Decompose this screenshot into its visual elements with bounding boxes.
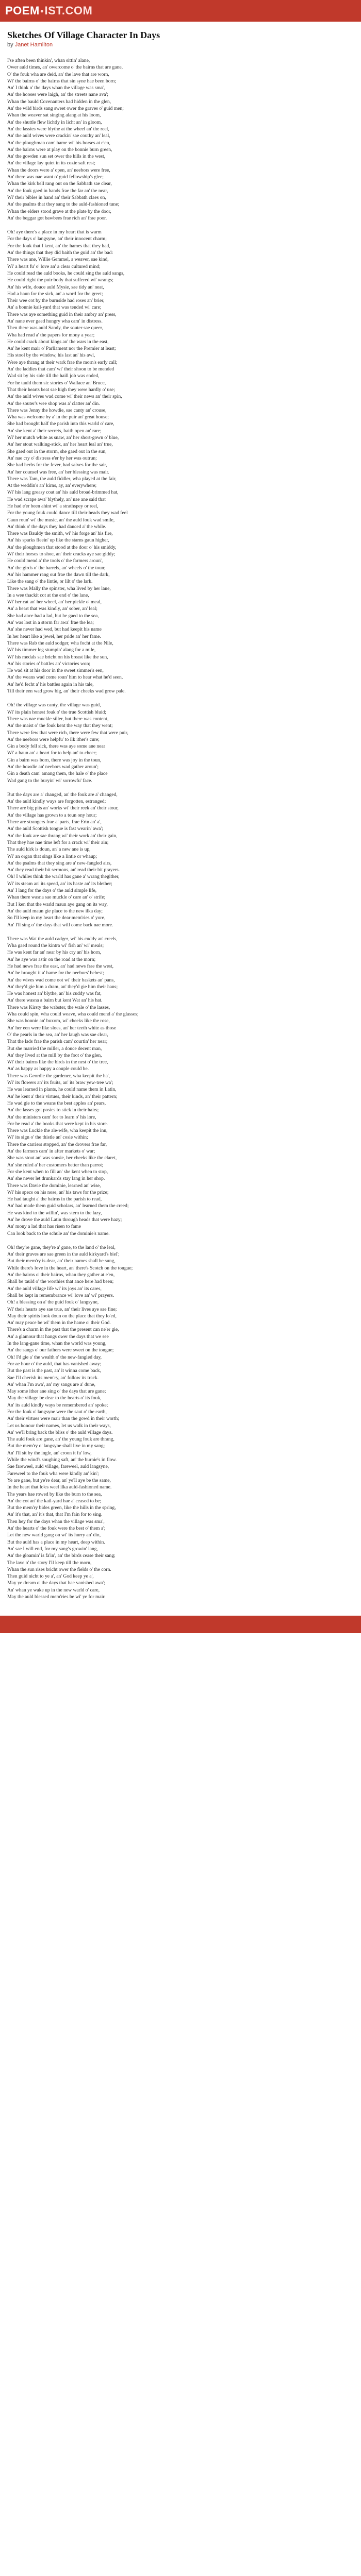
- poem-line: Wi' their bibles in hand an' their Sabbath claes on,: [7, 194, 106, 200]
- poem-line: An' the psalms that they sing are a' new-fangled airs,: [7, 860, 112, 866]
- poem-line: An' it's that, an' it's that, that I'm fain for to sing.: [7, 1512, 103, 1518]
- poem-line: An' the auld wives wad come wi' their news an' their spin,: [7, 394, 122, 400]
- poem-line: Wi' their horses to shoe, an' their cracks aye sae giddy;: [7, 551, 116, 557]
- poem-line: There was Rab the auld sodger, wha focht at the Nile,: [7, 640, 113, 646]
- poem-line: An' there wasna a bairn but kent Wat an' his hat.: [7, 997, 103, 1004]
- poem-line: Wi' a haun an' a heart for to help an' to cheer;: [7, 750, 97, 756]
- poem-line: An' he brought it a' hame for the neebors' behest;: [7, 970, 104, 976]
- logo-dot-icon: ●: [40, 7, 44, 14]
- poem-line: An' the ploughman cam' hame wi' his horses at e'en,: [7, 140, 110, 146]
- poem-line: There was Mally the spinster, wha lived by her lane,: [7, 585, 111, 591]
- poem-line: Wi' its flowers an' its fruits, an' its braw yew-tree wa';: [7, 1080, 113, 1086]
- poem-line: An' his sparks fleein' up like the starns gaun higher,: [7, 537, 109, 544]
- poem-line: Gin a death cam' amang them, the hale o' the place: [7, 771, 108, 777]
- poem-line: Then there was auld Sandy, the souter sae queer,: [7, 325, 104, 331]
- poem-line: Oh! aye there's a place in my heart that is warm: [7, 229, 102, 235]
- poem-line: An' the neebors were helpfu' to ilk ither's cure;: [7, 736, 100, 742]
- poem-stanza: [7, 702, 354, 784]
- poem-line: She had brought half the parish into this warld o' care,: [7, 421, 114, 427]
- site-logo[interactable]: [5, 4, 92, 18]
- poem-line: Wi' its sign o' the thistle an' cosie within;: [7, 1134, 88, 1141]
- poem-line: Gaun roun' wi' the music, an' the auld fouk wad smile,: [7, 517, 115, 523]
- poem-line: An' the shuttle flew lichtly in licht an' in gloom,: [7, 119, 102, 125]
- poem-line: He was kent far an' near by his cry an' his horn,: [7, 950, 101, 956]
- poem-line: Wi' a heart fu' o' love an' a clear cultured mind;: [7, 263, 101, 269]
- poem-line: An' the cot an' the kail-yard hae a' ceased to be;: [7, 1498, 102, 1504]
- poem-line: An' the hooses were laigh, an' the streets nane ava';: [7, 92, 108, 98]
- poem-line: Oh! a blessing on a' the guid fouk o' langsyne,: [7, 1299, 99, 1306]
- poem-line: Shall be tauld o' the worthies that ance here had been;: [7, 1279, 114, 1285]
- poem-body: [7, 57, 354, 1600]
- poem-line: An' the maist o' the fouk kent the way that they went;: [7, 723, 113, 729]
- poem-line: An' the things that they did baith the guid an' the bad:: [7, 250, 113, 256]
- poem-line: I'se aften been thinkin', whan sittin' alane,: [7, 58, 90, 63]
- poem-line: But their mem'ry is dear, an' their names shall be sung,: [7, 1258, 116, 1264]
- poem-line: Whan the bauld Covenanters had hidden in the glen,: [7, 98, 111, 105]
- poem-line: Whan the doors were a' open, an' neebors were free,: [7, 167, 110, 173]
- poem-line: While the wind's soughing saft, an' the burnie's in flow.: [7, 1457, 117, 1463]
- poem-line: There are strangers frae a' parts, frae Erin an' a',: [7, 819, 102, 825]
- poem-line: Whan the weaver sat singing alang at his loom,: [7, 112, 101, 118]
- poem-line: An' his hammer rang out frae the dawn till the dark,: [7, 571, 110, 578]
- poem-line: An' was lost in a storm far awa' frae the lea;: [7, 620, 94, 626]
- poem-line: An' the beggar got bawbees frae rich an' frae poor.: [7, 215, 107, 221]
- poem-line: For the young fouk could dance till their heads they wad feel: [7, 510, 128, 516]
- poem-line: There was nae muckle siller, but there was content,: [7, 716, 109, 722]
- poem-line: An' a glamour that hangs ower the days that we see: [7, 1333, 109, 1340]
- poem-line: An' his stories o' battles an' victories won;: [7, 660, 91, 667]
- poem-title: Sketches Of Village Character In Days: [7, 30, 160, 40]
- poem-line: Fareweel to the fouk wha were kindly an' kin';: [7, 1470, 99, 1477]
- poem-line: Whan the sun rises bricht ower the fields o' the corn.: [7, 1566, 111, 1572]
- poem-line: There's a charm in the past that the present can ne'er gie,: [7, 1327, 119, 1333]
- poem-line: His stool by the window, his last an' his awl,: [7, 352, 95, 359]
- poem-line: Their wee cot by the burnside had roses an' brier,: [7, 298, 105, 304]
- poem-line: An' its auld kindly ways be remembered an' spoke;: [7, 1402, 108, 1408]
- logo-text-rest: IST.COM: [44, 4, 93, 17]
- poem-line: Can look back to the schule an' the dominie's name.: [7, 1230, 110, 1236]
- poem-line: Wi' an organ that sings like a lintie or whaup;: [7, 853, 97, 859]
- poem-line: An' the auld wives were crackin' sae couthy an' leal,: [7, 133, 110, 139]
- poem-line: An' the ministers cam' for to learn o' his lore,: [7, 1114, 96, 1120]
- poem-line: An' think o' the days they had danced a' the while.: [7, 523, 106, 530]
- poem-stanza: [7, 229, 354, 694]
- author-link[interactable]: Janet Hamilton: [14, 42, 53, 48]
- poem-line: An' the fouk are sae thrang wi' their work an' their gain,: [7, 833, 118, 839]
- site-header: [0, 0, 361, 22]
- poem-line: O' the pearls in the sea, an' her laugh was sae clear,: [7, 1031, 108, 1038]
- poem-line: An' a bonnie kail-yard that was tended wi' care;: [7, 304, 102, 311]
- poem-stanza: [7, 936, 354, 1237]
- poem-line: An' sae I will end, for my sang's growin' lang,: [7, 1546, 98, 1552]
- poem-line: Wha gaed round the kintra wi' fish an' wi' meals;: [7, 943, 104, 949]
- poem-line: Wha had read a' the papers for mony a year;: [7, 332, 95, 338]
- poem-line: An' they'd gie him a dram, an' they'd gie him their hans;: [7, 984, 118, 990]
- poem-line: An' the lassies were blythe at the wheel an' the reel,: [7, 126, 109, 132]
- poem-line: An' he'd fecht a' his battles again in his tale,: [7, 681, 94, 687]
- poem-line: An' the bairns o' their bairns, whan they gather at e'en,: [7, 1272, 115, 1278]
- poem-line: That their hearts beat sae high they were hardly o' use;: [7, 386, 115, 393]
- poem-line: He wad sit at his door in the sweet simmer's een,: [7, 668, 104, 674]
- poem-line: There was Geordie the gardener, wha keepit the ha',: [7, 1073, 110, 1079]
- poem-line: He could crack about kings an' the wars in the east,: [7, 338, 109, 345]
- poem-line: At the weddin's an' kirns, ay, an' everywhere;: [7, 483, 97, 489]
- poem-line: Wi' their bairns like the birds in the nest o' the tree,: [7, 1059, 108, 1065]
- poem-line: Wi' his timmer leg stumpin' alang for a mile,: [7, 647, 96, 653]
- poem-line: An' had made them guid scholars, an' learned them the creed;: [7, 1203, 129, 1209]
- poem-line: An' the farmers cam' in after markets o' war;: [7, 1148, 95, 1155]
- poem-line: Oh! they're gane, they're a' gane, to the land o' the leal,: [7, 1244, 116, 1250]
- poem-line: An' may peace be wi' them in the hame o' their God.: [7, 1320, 111, 1326]
- poem-line: There was Davie the dominie, learned an' wise,: [7, 1182, 101, 1189]
- poem-line: An' the howdie an' neebors wad gather aroun';: [7, 764, 99, 770]
- poem-line: The years hae rowed by like the burn to the sea,: [7, 1491, 102, 1497]
- poem-line: While there's love in the heart, an' there's Scotch on the tongue;: [7, 1265, 133, 1271]
- poem-line: An' the hearts o' the fouk were the best o' them a';: [7, 1526, 106, 1532]
- poem-line: An' I think o' the days whan the village was sma',: [7, 85, 105, 91]
- poem-line: An' she never let drunkards stay lang in her shop.: [7, 1176, 105, 1182]
- poem-line: An' the wild birds sang sweet ower the graves o' guid men;: [7, 106, 124, 112]
- poem-line: An' her counsel was free, an' her blessing was mair.: [7, 469, 109, 475]
- poem-line: Wi' his medals sae bricht on his breast like the sun,: [7, 654, 108, 660]
- poem-line: He wad gie to the weans the best apples an' pears,: [7, 1100, 106, 1106]
- poem-line: An' she never had wed, but had keepit his name: [7, 626, 102, 633]
- poem-line: An' they lived at the mill by the foot o' the glen,: [7, 1052, 102, 1058]
- poem-line: He had e'er been ahint wi' a strathspey or reel,: [7, 503, 99, 509]
- poem-line: An' their graves are sae green in the auld kirkyard's biel';: [7, 1251, 120, 1258]
- poem-line: An' as happy as happy a couple could be.: [7, 1066, 89, 1072]
- poem-line: He had taught a' the bairns in the parish to read,: [7, 1196, 102, 1202]
- poem-line: There was Jenny the howdie, sae canty an' crouse,: [7, 407, 107, 413]
- poem-stanza: [7, 1244, 354, 1600]
- poem-line: Had a haun for the sick, an' a word for the greet;: [7, 291, 103, 297]
- poem-line: An' they read their bit sermons, an' read their bit prayers.: [7, 867, 120, 873]
- poem-line: An' the bairns were at play on the bonnie burn green,: [7, 146, 112, 152]
- poem-line: Wi' his specs on his nose, an' his taws for the prize;: [7, 1189, 109, 1195]
- poem-line: An' the souter's wee shop was a' clatter an' din.: [7, 400, 100, 406]
- poem-line: That they hae nae time left for a crack wi' their ain;: [7, 839, 109, 845]
- poem-line: The lave o' the story I'll keep till the morn,: [7, 1560, 92, 1566]
- poem-line: Wha could spin, wha could weave, wha could mend a' the glasses;: [7, 1011, 139, 1018]
- poem-line: An' whan ye wake up in the new warld o' care,: [7, 1587, 100, 1593]
- poem-line: In the lang-gane time, whan the world was young,: [7, 1341, 107, 1347]
- poem-line: An' the lasses got posies to stick in their hairs;: [7, 1107, 99, 1113]
- poem-line: Sae fareweel, auld village, fareweel, auld langsyne,: [7, 1464, 109, 1470]
- poem-line: An' I'll sing o' the days that will come back nae more.: [7, 922, 113, 928]
- poem-line: Were aye thrang at their wark frae the morn's early call;: [7, 359, 118, 365]
- poem-line: O' the fouk wha are deid, an' the lave that are worn,: [7, 71, 109, 77]
- poem-line: An' the laddies that cam' wi' their shoon to be mended: [7, 366, 114, 372]
- poem-line: She was bonnie an' buxom, wi' cheeks like the rose,: [7, 1018, 110, 1024]
- poem-line: May some ither ane sing o' the days that are gane;: [7, 1388, 106, 1395]
- poem-line: The auld fouk are gane, an' the young fouk are thrang,: [7, 1436, 114, 1443]
- poem-line: She was stout an' was sonsie, her cheeks like the claret,: [7, 1155, 117, 1161]
- poem-line: An' he drove the auld Latin through heads that were hazy;: [7, 1216, 122, 1223]
- poem-line: May ye dream o' the days that hae vanished awa';: [7, 1580, 105, 1586]
- poem-line: An' there was nae want o' guid fellowship's glee;: [7, 174, 104, 180]
- poem-line: An' the girds o' the barrels, an' wheels o' the toun;: [7, 565, 106, 571]
- poem-line: An' he kent a' their virtues, their kinds, an' their pattern;: [7, 1093, 118, 1099]
- poem-line: In a wee thackit cot at the end o' the lane,: [7, 592, 89, 598]
- poem-line: May the village be dear to the hearts o' its fouk,: [7, 1395, 102, 1401]
- poem-line: An' nae cry o' distress e'er by her was outrun;: [7, 455, 97, 461]
- poem-line: Sae I'll cherish its mem'ry, an' follow its track.: [7, 1375, 99, 1381]
- poem-line: Gin a bairn was born, there was joy in the toun,: [7, 757, 102, 763]
- poem-line: An' his wife, douce auld Mysie, sae tidy an' neat,: [7, 284, 104, 290]
- poem-stanza: [7, 57, 354, 222]
- poem-line: For ae hour o' the auld, that has vanished away;: [7, 1361, 102, 1367]
- poem-line: There were few that were rich, there were few that were puir,: [7, 730, 128, 736]
- poem-line: May their spirits look doun on the place that they lo'ed,: [7, 1313, 117, 1319]
- poem-line: An' she kent a' their secrets, baith open an' rare;: [7, 428, 102, 434]
- poem-line: Wi' his lang greasy coat an' his auld broad-brimmed hat,: [7, 489, 119, 496]
- poem-line: But the past is the past, an' it winna come back,: [7, 1368, 101, 1374]
- poem-line: In the heart that lo'es weel ilka auld-fashioned name.: [7, 1484, 112, 1490]
- poem-container: [0, 22, 361, 1600]
- poem-line: May the auld blessed mem'ries be wi' ye for mair.: [7, 1594, 106, 1600]
- poem-line: There was Kirsty the wabster, the wale o' the lasses,: [7, 1004, 110, 1010]
- poem-byline: [7, 42, 354, 48]
- logo-text-main: POEM: [5, 4, 40, 17]
- poem-line: He had news frae the east, an' had news frae the west,: [7, 963, 114, 969]
- poem-line: An' the ploughmen that stood at the door o' his smiddy,: [7, 544, 117, 550]
- poem-line: An' the psalms that they sang to the auld-fashioned tune;: [7, 201, 120, 208]
- poem-line: An' the auld kindly ways are forgotten, estranged;: [7, 799, 106, 805]
- poem-line: Whan the elders stood grave at the plate by the door,: [7, 208, 111, 214]
- poem-line: Let us honour their names, let us walk in their ways,: [7, 1422, 111, 1429]
- poem-line: There was Luckie the ale-wife, wha keepit the inn,: [7, 1128, 108, 1134]
- poem-line: An' the sangs o' our fathers were sweet on the tongue;: [7, 1347, 114, 1353]
- poem-line: For she kent when to fill an' she kent when to stop,: [7, 1168, 108, 1175]
- poem-line: An' he aye was astir on the road at the morn;: [7, 956, 96, 962]
- poem-line: He could read the auld books, he could sing the auld sangs,: [7, 270, 125, 276]
- poem-line: There was ane, Willie Gemmel, a weaver, sae kind,: [7, 257, 109, 263]
- poem-line: An' we'll bring back the bliss o' the auld village days.: [7, 1429, 113, 1435]
- poem-line: There the carriers stopped, an' the drovers frae far,: [7, 1141, 107, 1147]
- poem-line: He was learned in plants, he could name them in Latin,: [7, 1087, 117, 1093]
- poem-line: He was honest an' blythe, an' his cuddy was fat,: [7, 991, 102, 997]
- poem-line: An' the village lay quiet in its cozie saft rest;: [7, 160, 95, 166]
- poem-line: For the fouk o' langsyne were the saut o' the earth,: [7, 1409, 107, 1415]
- poem-line: Wi' her mutch white as snaw, an' her short-gown o' blue,: [7, 435, 119, 441]
- poem-line: For the fouk that I kent, an' the hames that they had,: [7, 243, 110, 249]
- poem-line: She gaed out in the storm, she gaed out in the sun,: [7, 448, 107, 454]
- site-footer: [0, 1616, 361, 1633]
- poem-line: But she married the miller, a douce decent man,: [7, 1045, 102, 1052]
- poem-line: An' he kent mair o' Parliament nor the Premier at least;: [7, 346, 116, 352]
- poem-line: For the days o' langsyne, an' their innocent charm;: [7, 236, 107, 242]
- poem-line: In her heart like a jewel, her pride an' her fame.: [7, 633, 101, 639]
- poem-line: For he tauld them sic stories o' Wallace an' Bruce,: [7, 380, 106, 386]
- poem-line: She had herbs for the fever, had salves for the sair,: [7, 462, 107, 468]
- poem-line: An' mony a lad that has risen to fame: [7, 1224, 81, 1230]
- poem-line: That the lads frae the parish cam' courtin' her near;: [7, 1039, 108, 1045]
- poem-line: Ye are gane, but ye're dear, an' ye'll aye be the same,: [7, 1477, 111, 1483]
- poem-stanza: [7, 791, 354, 928]
- poem-line: Oh! I'd gie a' the wealth o' the new-fangled day,: [7, 1354, 102, 1360]
- poem-line: Wi' its steam an' its speed, an' its haste an' its blether;: [7, 880, 112, 887]
- poem-line: Oh! I whiles think the warld has gane a' wrang thegither,: [7, 874, 120, 880]
- poem-line: An' the village has grown to a toun ony hour;: [7, 812, 97, 818]
- poem-line: He could right the puir body that suffered wi' wrangs;: [7, 277, 113, 283]
- poem-line: She had ance had a lad, but he gaed to the sea,: [7, 613, 99, 619]
- poem-line: An' the fouk gaed in bands frae the far an' the near,: [7, 188, 108, 194]
- poem-line: Wad gang to the buryin' wi' sorrowfu' face.: [7, 777, 92, 784]
- poem-line: Whan the kirk bell rang out on the Sabbath sae clear,: [7, 181, 112, 187]
- poem-line: Till their een wad grow big, an' their cheeks wad grow pale.: [7, 688, 126, 694]
- poem-line: An' I lang for the days o' the auld simple life,: [7, 888, 97, 894]
- poem-line: Let the new warld gang on wi' its hurry an' din,: [7, 1532, 101, 1538]
- poem-line: There was Tam, the auld fiddler, wha played at the fair,: [7, 476, 117, 482]
- byline-prefix: by: [7, 42, 13, 48]
- poem-line: Like the sang o' the lintie, or lilt o' the lark.: [7, 579, 93, 585]
- poem-line: But the days are a' changed, an' the fouk are a' changed,: [7, 791, 118, 798]
- poem-line: Wi' their hearts aye sae true, an' their lives aye sae fine;: [7, 1306, 117, 1312]
- poem-line: He could mend a' the tools o' the farmers aroun',: [7, 558, 103, 564]
- poem-line: Shall be kept in remembrance wi' love an' wi' prayers.: [7, 1292, 114, 1298]
- poem-line: But the mem'ry o' langsyne shall live in my sang;: [7, 1443, 105, 1449]
- poem-line: An' the weans wad come roun' him to hear what he'd seen,: [7, 674, 123, 681]
- poem-line: Gin a body fell sick, there was aye some ane near: [7, 743, 105, 750]
- poem-line: The auld kirk is doun, an' a new ane is up,: [7, 846, 91, 853]
- poem-line: Then guid nicht to ye a', an' God keep ye a',: [7, 1573, 94, 1580]
- poem-line: Wi' her cat an' her wheel, an' her pickle o' meal,: [7, 599, 102, 605]
- poem-line: There was aye something guid in their ambry an' press,: [7, 311, 117, 317]
- poem-line: Wi' the bairns o' the bairns that sin syne hae been born;: [7, 78, 117, 84]
- poem-line: An' their virtues were mair than the gowd in their worth;: [7, 1416, 119, 1422]
- poem-line: He was kind to the willin', was stern to the lazy,: [7, 1210, 102, 1216]
- poem-line: Oh! the village was canty, the village was guid,: [7, 702, 101, 708]
- poem-line: But I ken that the warld maun aye gang on its way,: [7, 901, 108, 907]
- poem-line: Then hey for the days whan the village was sma',: [7, 1518, 105, 1524]
- poem-line: An' the auld maun gie place to the new ilka day;: [7, 908, 103, 914]
- poem-line: An' the auld village life wi' its joys an' its cares,: [7, 1285, 102, 1292]
- poem-line: An' the wives wad come oot wi' their baskets an' pans,: [7, 977, 115, 983]
- poem-line: Wad sit by his side till the haill job was ended,: [7, 373, 100, 379]
- poem-line: An' whan I'm awa', an' my sangs are a' dune,: [7, 1381, 95, 1387]
- poem-line: An' her stout walking-stick, an' her heart leal an' true,: [7, 442, 113, 448]
- poem-line: He wad scrape awa' blythely, an' nae ane said that: [7, 496, 106, 502]
- poem-line: For he read a' the books that were kept in his store.: [7, 1121, 108, 1127]
- poem-line: Whan there wasna sae muckle o' care an' o' strife;: [7, 894, 106, 901]
- poem-line: But the auld has a place in my heart, deep within.: [7, 1539, 105, 1545]
- poem-line: Wi' its plain honest fouk o' the true Scottish bluid;: [7, 709, 106, 715]
- poem-line: An' a heart that was kindly, an' sober, an' leal;: [7, 606, 97, 612]
- poem-line: There was Bauldy the smith, wi' his forge an' his fire,: [7, 531, 113, 537]
- poem-line: An' the auld Scottish tongue is fast wearin' awa';: [7, 826, 103, 832]
- poem-line: An' her een were like sloes, an' her teeth white as those: [7, 1025, 117, 1031]
- poem-line: Wha was welcome by a' in the puir an' great house;: [7, 414, 109, 420]
- poem-line: Ower auld times, an' owercome o' the bairns that are gane,: [7, 64, 123, 71]
- poem-line: There was Wat the auld cadger, wi' his cuddy an' creels,: [7, 936, 118, 942]
- poem-line: So I'll keep in my heart the dear mem'ries o' yore,: [7, 915, 106, 921]
- poem-line: An' she ruled a' her customers better than parrot;: [7, 1162, 104, 1168]
- poem-line: An' the gloamin' is fa'in', an' the birds cease their sang;: [7, 1553, 116, 1559]
- poem-line: An' the gowden sun set ower the hills in the west,: [7, 154, 106, 160]
- poem-line: An' nane ever gaed hungry wha cam' in distress.: [7, 318, 103, 324]
- poem-line: An' I'll sit by the ingle, an' croon it fu' low,: [7, 1450, 92, 1456]
- poem-line: There are big pits an' works wi' their reek an' their stour,: [7, 805, 119, 811]
- poem-line: But the mem'ry bides green, like the hills in the spring,: [7, 1505, 116, 1511]
